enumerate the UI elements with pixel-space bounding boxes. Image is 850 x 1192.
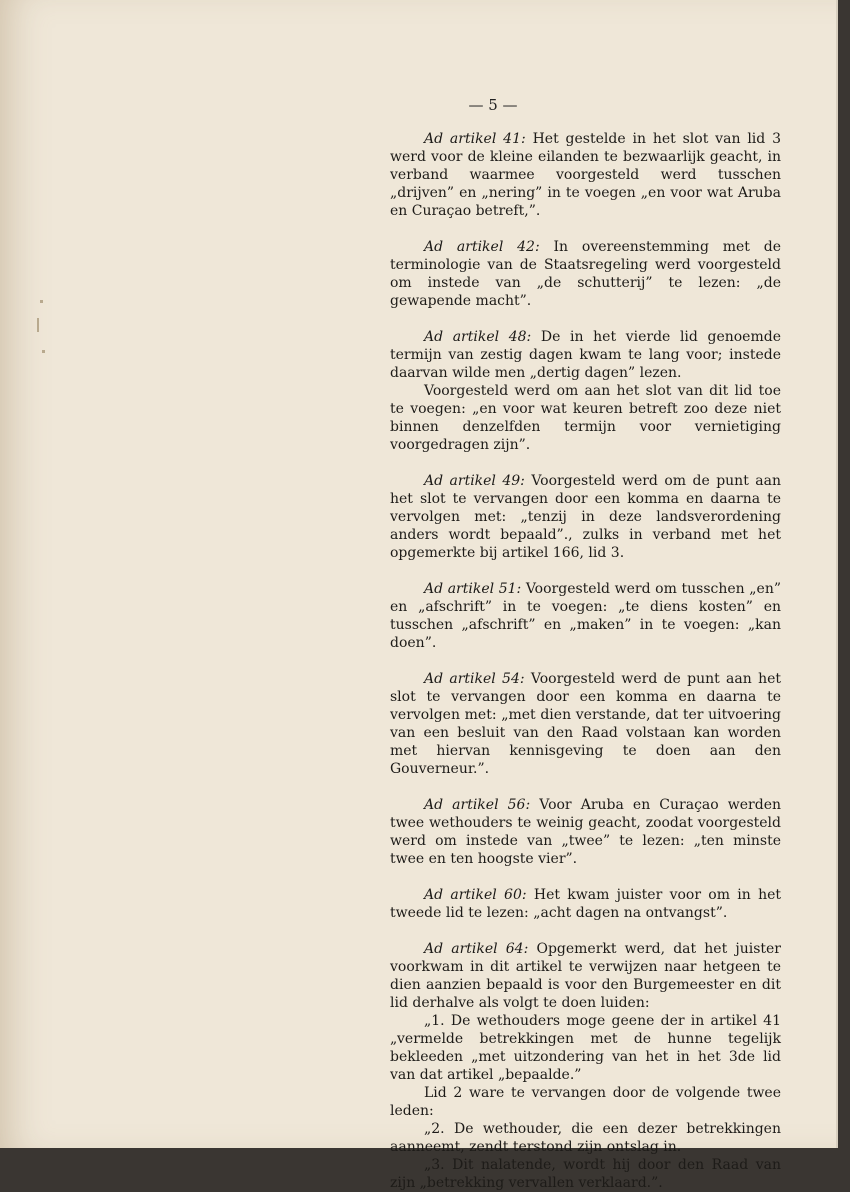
section-text: In overeenstemming met de terminologie van de Staatsregeling werd voorgesteld om instede van „de schutterij” te lezen: „de gewapende macht”. <box>390 239 781 309</box>
art64-quote-1: „1. De wethouders moge geene der in artikel 41 „vermelde betrekkingen met de hunne tegelijk bekleeden „met uitzondering van het in het 3de lid van dat artikel „bepaalde.” <box>390 1013 781 1083</box>
margin-mark <box>42 350 45 353</box>
section-text: Voorgesteld werd om de punt aan het slot te vervangen door een komma en daarna te vervolgen met: „tenzij in deze landsverordening anders wordt bepaald”., zulks in verband met het opgemerkte bij artikel 166, lid 3. <box>390 473 781 561</box>
section-heading: Ad artikel 64: <box>424 941 529 957</box>
section-art41 <box>390 130 781 220</box>
section-art51 <box>390 580 781 652</box>
art64-quote-3: „3. Dit nalatende, wordt hij door den Raad van zijn „betrekking vervallen verklaard.”. <box>390 1157 781 1191</box>
section-art42 <box>390 238 781 310</box>
section-text: Voor Aruba en Curaçao werden twee wethouders te weinig geacht, zoodat voorgesteld werd om instede van „twee” te lezen: „ten minste twee en ten hoogste vier”. <box>390 797 781 867</box>
section-art56 <box>390 796 781 868</box>
section-heading: Ad artikel 41: <box>424 131 526 147</box>
section-art60 <box>390 886 781 922</box>
section-art54 <box>390 670 781 778</box>
section-heading: Ad artikel 49: <box>424 473 525 489</box>
section-heading: Ad artikel 54: <box>424 671 525 687</box>
section-text: Het kwam juister voor om in het tweede lid te lezen: „acht dagen na ontvangst”. <box>390 887 782 921</box>
section-heading: Ad artikel 60: <box>424 887 527 903</box>
section-art48-extra: Voorgesteld werd om aan het slot van dit lid toe te voegen: „en voor wat keuren betreft zoo deze niet binnen denzelfden termijn voor vernietiging voorgedragen zijn”. <box>390 383 781 453</box>
section-text: Het gestelde in het slot van lid 3 werd voor de kleine eilanden te bezwaarlijk geacht, in verband waarmee voorgesteld werd tusschen „drijven” en „nering” in te voegen „en voor wat Aruba en Curaçao betreft,”. <box>390 131 781 219</box>
section-heading: Ad artikel 48: <box>424 329 532 345</box>
section-text: De in het vierde lid genoemde termijn van zestig dagen kwam te lang voor; instede daarvan wilde men „dertig dagen” lezen. <box>390 329 781 381</box>
section-heading: Ad artikel 56: <box>424 797 531 813</box>
section-art49 <box>390 472 781 562</box>
document-body <box>390 130 781 1192</box>
art64-quote-2: „2. De wethouder, die een dezer betrekkingen aanneemt, zendt terstond zijn ontslag in. <box>390 1121 781 1155</box>
section-text: Voorgesteld werd om tusschen „en” en „afschrift” in te voegen: „te diens kosten” en tusschen „afschrift” en „maken” in te voegen: „kan doen”. <box>390 581 781 651</box>
margin-mark <box>37 318 39 332</box>
section-text: Voorgesteld werd de punt aan het slot te vervangen door een komma en daarna te vervolgen met: „met dien verstande, dat ter uitvoering van een besluit van den Raad volstaan kan worden met hiervan kennisgeving te doen aan den Gouverneur.”. <box>390 671 781 777</box>
margin-mark <box>40 300 43 303</box>
section-text: Opgemerkt werd, dat het juister voorkwam in dit artikel te verwijzen naar hetgeen te dien aanzien bepaald is voor den Burgemeester en dit lid derhalve als volgt te doen luiden: <box>390 941 781 1011</box>
art64-lid2: Lid 2 ware te vervangen door de volgende twee leden: <box>390 1085 781 1119</box>
section-art64 <box>390 940 781 1012</box>
section-art48 <box>390 328 781 382</box>
section-heading: Ad artikel 51: <box>424 581 522 597</box>
page-number: — 5 — <box>468 96 518 114</box>
section-heading: Ad artikel 42: <box>424 239 540 255</box>
